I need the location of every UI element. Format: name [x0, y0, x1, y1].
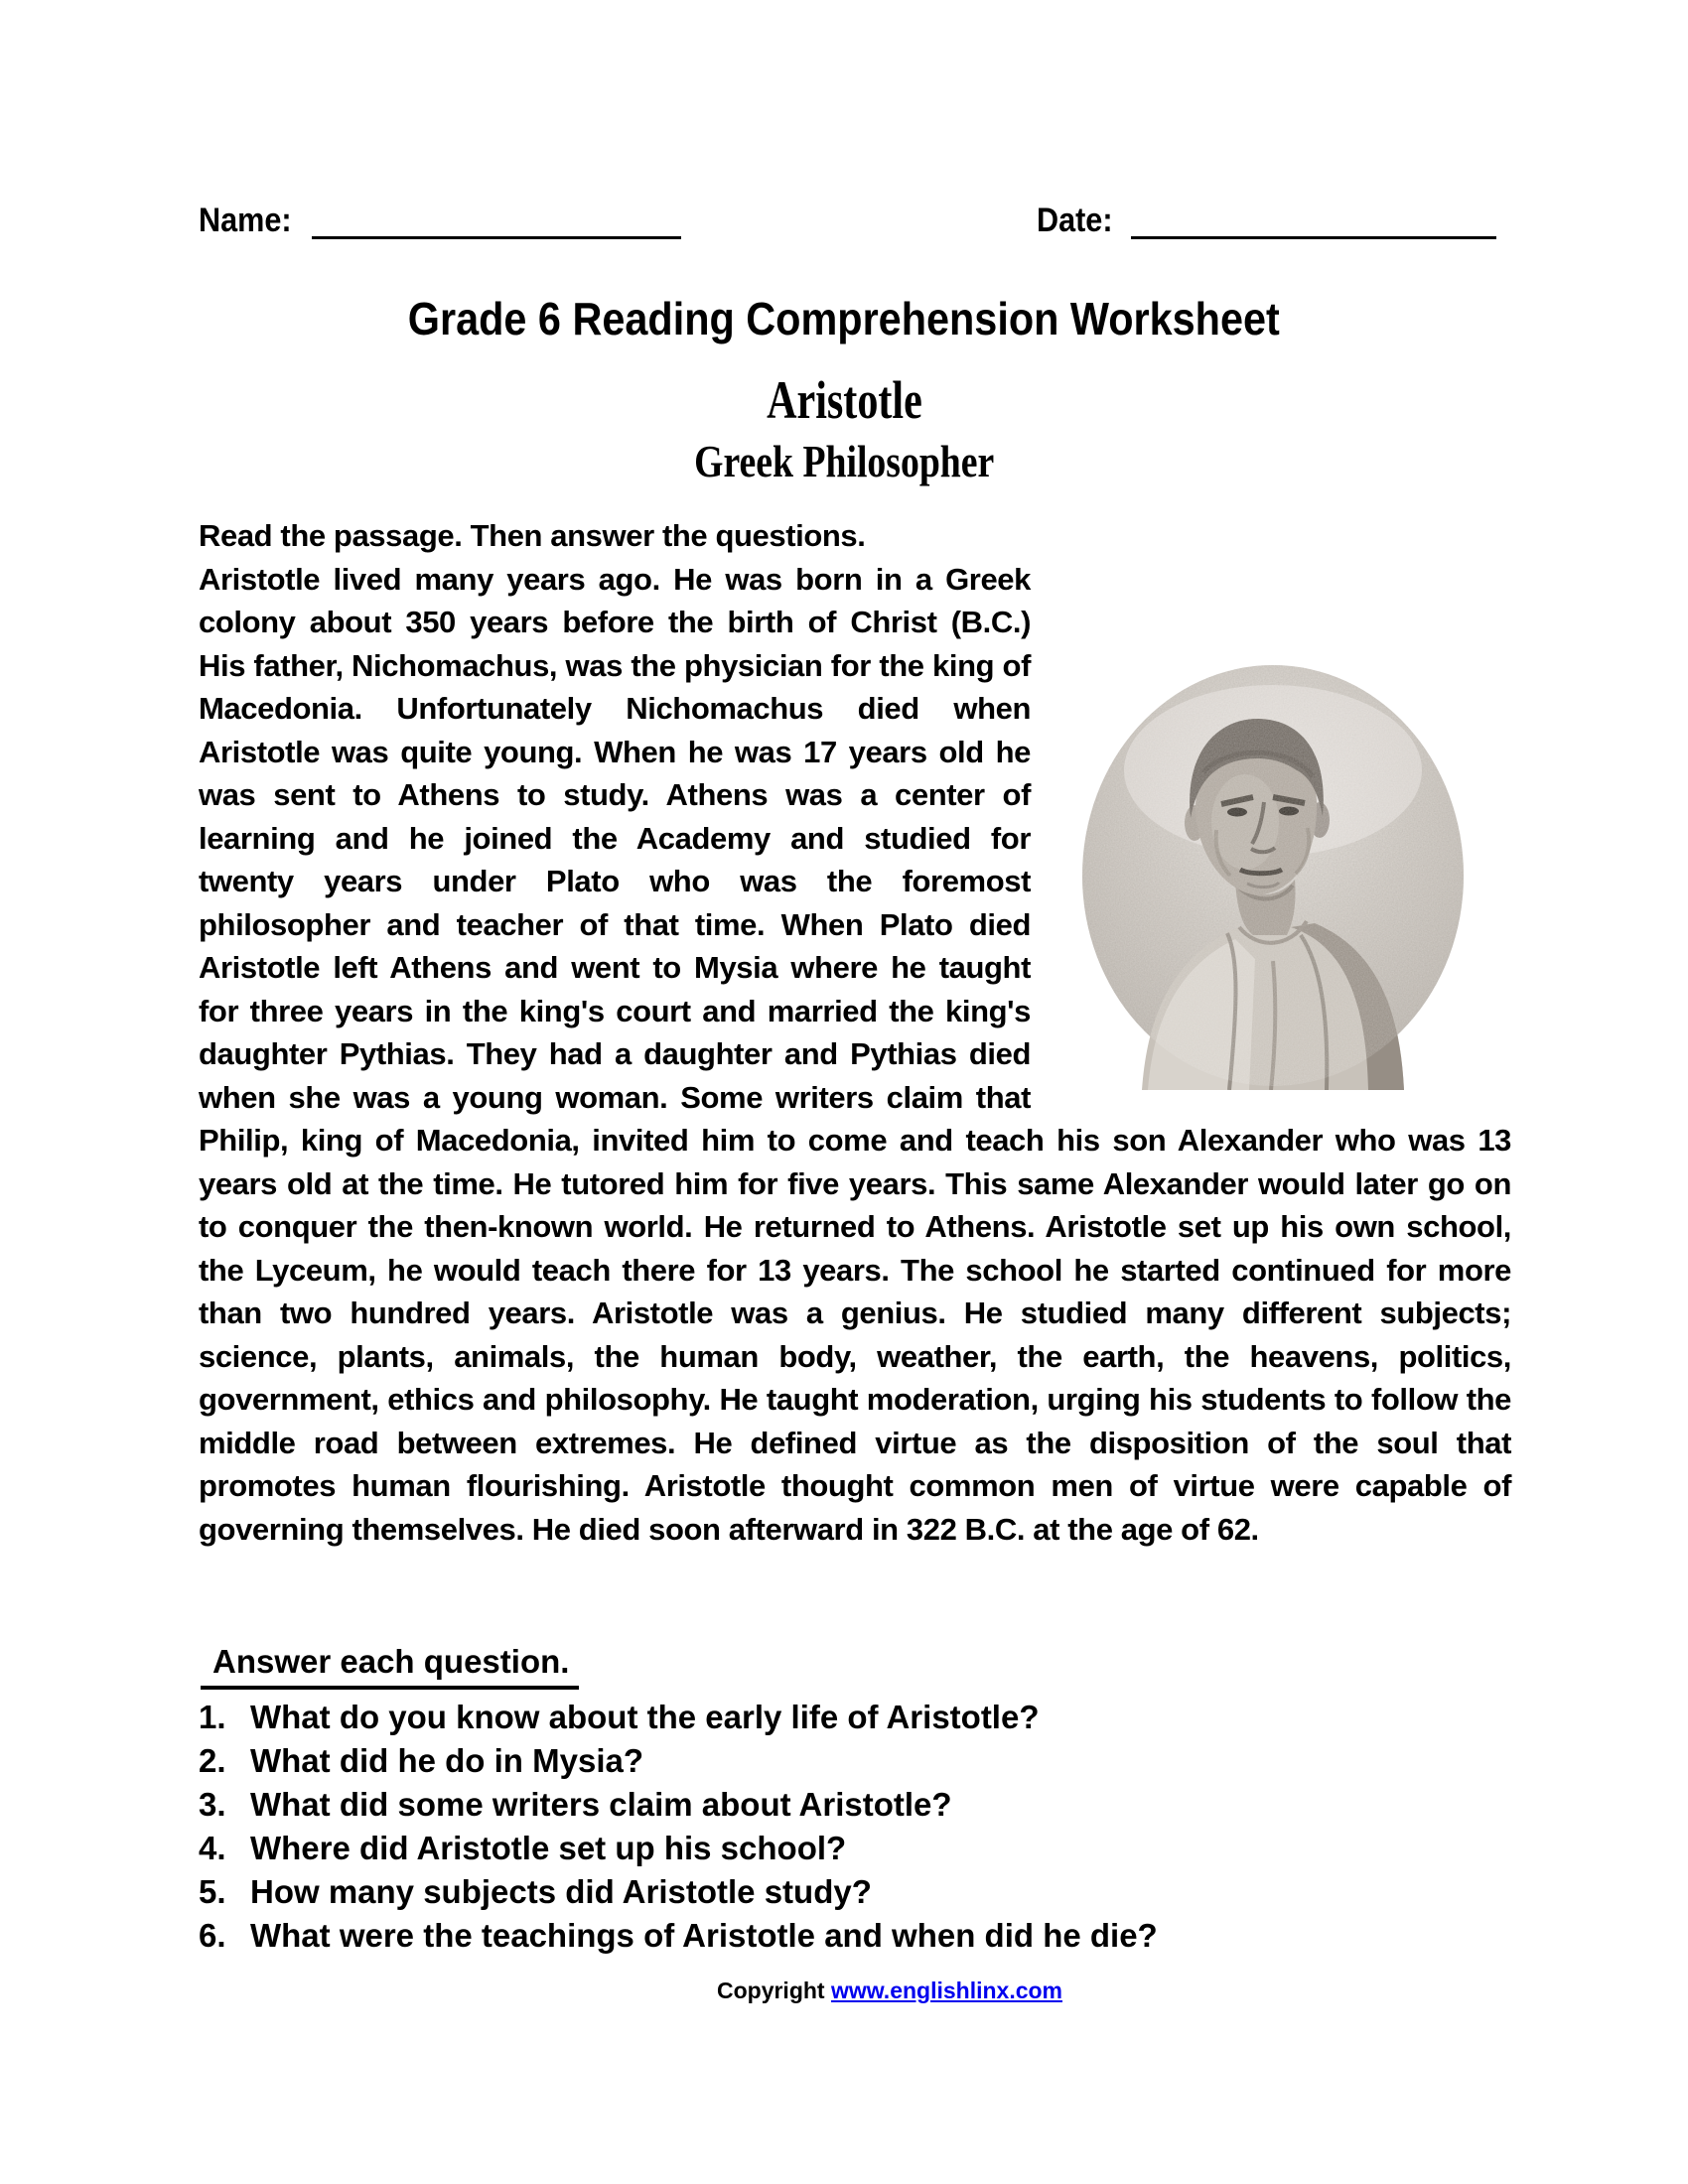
- passage-instruction: Read the passage. Then answer the questions.: [199, 518, 866, 553]
- question-item: [199, 1783, 1511, 1827]
- question-text: What did he do in Mysia?: [250, 1742, 643, 1779]
- subject-subtitle: Greek Philosopher: [693, 436, 995, 486]
- question-item: [199, 1696, 1511, 1739]
- aristotle-bust-image: [1078, 661, 1468, 1090]
- question-number: 2.: [199, 1742, 226, 1779]
- date-field-group: [1037, 195, 1496, 240]
- name-blank-line: [312, 203, 681, 239]
- date-blank-line: [1131, 203, 1496, 239]
- passage-section: [199, 514, 1511, 1551]
- question-item: [199, 1827, 1511, 1870]
- question-text: Where did Aristotle set up his school?: [250, 1830, 847, 1866]
- question-text: What did some writers claim about Aristotle?: [250, 1786, 952, 1823]
- question-number: 1.: [199, 1699, 226, 1735]
- subject-title: Aristotle: [766, 370, 922, 430]
- passage-text: Aristotle lived many years ago. He was born in a Greek colony about 350 years before the birth of Christ (B.C.) His father, Nichomachus, was the physician for the king of Macedonia. Unfortunately Nichomachus died when Aristotle was quite young. When he was 17 years old he was sent to Athens to study. Athens was a center of learning and he joined the Academy and studied for twenty years under Plato who was the foremost philosopher and teacher of that time. When Plato died Aristotle left Athens and went to Mysia where he taught for three years in the king's court and married the king's daughter Pythias. They had a daughter and Pythias died when she was a young woman. Some writers claim that Philip, king of Macedonia, invited him to come and teach his son Alexander who was 13 years old at the time. He tutored him for five years. This same Alexander would later go on to conquer the then-known world. He returned to Athens. Aristotle set up his own school, the Lyceum, he would teach there for 13 years. The school he started continued for more than two hundred years. Aristotle was a genius. He studied many different subjects; science, plants, animals, the human body, weather, the earth, the heavens, politics, government, ethics and philosophy. He taught moderation, urging his students to follow the middle road between extremes. He defined virtue as the disposition of the soul that promotes human flourishing. Aristotle thought common men of virtue were capable of governing themselves. He died soon afterward in 322 B.C. at the age of 62.: [199, 561, 1511, 1547]
- name-field-group: [199, 195, 681, 240]
- aristotle-portrait: [1078, 661, 1468, 1090]
- question-text: How many subjects did Aristotle study?: [250, 1873, 872, 1910]
- worksheet-title: Grade 6 Reading Comprehension Worksheet: [407, 293, 1281, 344]
- questions-section: [199, 1640, 1511, 1958]
- question-item: [199, 1739, 1511, 1783]
- name-label: Name:: [199, 202, 292, 239]
- date-label: Date:: [1036, 202, 1113, 239]
- question-number: 3.: [199, 1786, 226, 1823]
- header-row: [199, 195, 1496, 240]
- questions-heading: Answer each question.: [201, 1640, 579, 1690]
- copyright-link[interactable]: www.englishlinx.com: [830, 1978, 1063, 2003]
- question-item: [199, 1870, 1511, 1914]
- question-text: What do you know about the early life of Aristotle?: [250, 1699, 1040, 1735]
- question-number: 4.: [199, 1830, 226, 1866]
- questions-list: [199, 1696, 1511, 1958]
- question-number: 6.: [199, 1917, 226, 1954]
- copyright-label: Copyright: [716, 1978, 825, 2003]
- footer: [199, 1978, 1511, 2004]
- question-text: What were the teachings of Aristotle and when did he die?: [250, 1917, 1158, 1954]
- question-item: [199, 1914, 1511, 1958]
- question-number: 5.: [199, 1873, 226, 1910]
- passage-block: [199, 558, 1511, 1552]
